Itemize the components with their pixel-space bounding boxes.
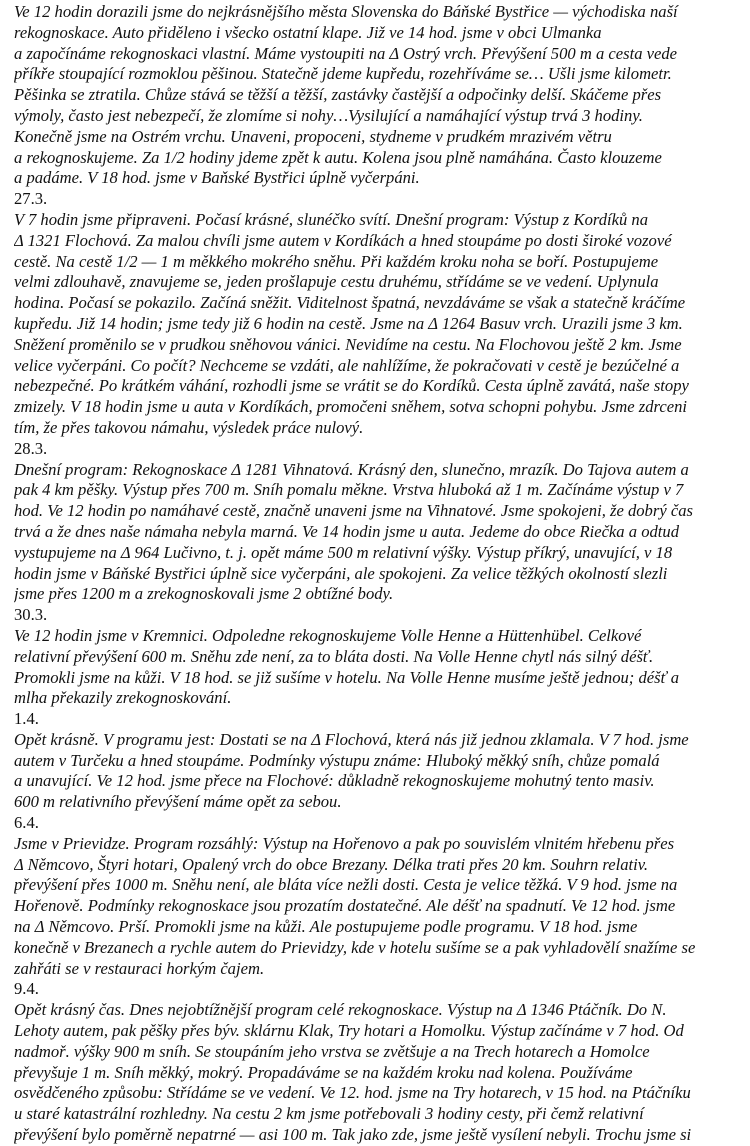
text-line: zahřáti se v restauraci horkým čajem. [14,958,265,978]
text-line: cestě. Na cestě 1/2 — 1 m měkkého mokrého sněhu. Při každém kroku noha se boří. Postupujeme [14,251,659,271]
text-line: Opět krásný čas. Dnes nejobtížnější program celé rekognoskace. Výstup na Δ 1346 Ptáčník. Do N. [14,1000,667,1020]
text-line: 600 m relativního převýšení máme opět za sebou. [14,792,342,812]
text-line: a unavující. Ve 12 hod. jsme přece na Flochové: důkladně rekognoskujeme mohutný tento masiv. [14,771,655,791]
text-line: relativní převýšení 600 m. Sněhu zde není, za to bláta dosti. Na Volle Henne chytl nás silný déšť. [14,646,654,666]
document-page [14,2,742,1146]
date-heading: 6.4. [14,813,39,833]
text-line: hod. Ve 12 hodin po namáhavé cestě, značně unaveni jsme na Vihnatové. Jsme spokojeni, že dobrý čas [14,501,693,521]
text-line: výmoly, často jest nebezpečí, že zlomíme si nohy…Vysilující a namáhající výstup trvá 3 hodiny. [14,105,643,125]
text-line: velmi zdlouhavě, znavujeme se, jeden prošlapuje cestu druhému, střídáme se ve vedení. Uplynula [14,272,659,292]
date-heading: 27.3. [14,189,48,209]
date-heading: 1.4. [14,709,39,729]
text-line: vystupujeme na Δ 964 Lučivno, t. j. opět máme 500 m relativní výšky. Výstup příkrý, unavující, v 18 [14,542,673,562]
text-line: u staré katastrální rozhledny. Na cestu 2 km jsme potřebovali 3 hodiny cesty, při čemž relativní [14,1104,644,1124]
text-line: a padáme. V 18 hod. jsme v Baňské Bystřici úplně vyčerpáni. [14,168,420,188]
text-line: Ve 12 hodin jsme v Kremnici. Odpoledne rekognoskujeme Volle Henne a Hüttenhübel. Celkové [14,625,642,645]
text-line: jsme přes 1200 m a zrekognoskovali jsme 2 obtížné body. [14,584,394,604]
text-line: Lehoty autem, pak pěšky přes býv. sklárnu Klak, Try hotari a Homolku. Výstup začínáme v 7 hod. Od [14,1021,684,1041]
date-heading: 28.3. [14,438,48,458]
text-line: Konečně jsme na Ostrém vrchu. Unaveni, propoceni, stydneme v prudkém mrazivém větru [14,126,612,146]
text-line: Sněžení proměnilo se v prudkou sněhovou vánici. Nevidíme na cestu. Na Flochovou ještě 2 km. Jsme [14,334,682,354]
text-line: příkře stoupající rozmoklou pěšinou. Statečně jdeme kupředu, rozehříváme se… Ušli jsme kilometr. [14,64,672,84]
text-line: Promokli jsme na kůži. V 18 hod. se již sušíme v hotelu. Na Volle Henne musíme ještě jednou; déšť a [14,667,680,687]
text-line: Ve 12 hodin dorazili jsme do nejkrásnějšího města Slovenska do Báňské Bystřice — východiska naší [14,2,678,21]
date-heading: 9.4. [14,979,39,999]
text-line: autem v Turčeku a hned stoupáme. Podmínky výstupu známe: Hluboký měkký sníh, chůze pomalá [14,750,660,770]
text-line: převýšení bylo poměrně nepatrné — asi 100 m. Tak jako zde, jsme ještě vysílení nebyli. Trochu jsme si [14,1125,692,1145]
text-line: Δ Němcovo, Štyri hotari, Opalený vrch do obce Brezany. Délka trati přes 20 km. Souhrn relativ. [14,854,649,874]
text-line: hodin jsme v Báňské Bystřici úplně sice vyčerpáni, ale spokojeni. Za velice těžkých okolností slezli [14,563,668,583]
text-line: Hořenově. Podmínky rekognoskace jsou prozatím dostatečné. Ale déšť na spadnutí. Ve 12 hod. jsme [14,896,676,916]
text-line: a započínáme rekognoskaci vlastní. Máme vystoupiti na Δ Ostrý vrch. Převýšení 500 m a cesta vede [14,43,678,63]
text-line: kupředu. Již 14 hodin; jsme tedy již 6 hodin na cestě. Jsme na Δ 1264 Basuv vrch. Urazili jsme 3 km. [14,313,683,333]
text-line: převyšuje 1 m. Sníh měkký, mokrý. Propadáváme se na každém kroku nad kolena. Používáme [14,1062,633,1082]
text-line: Pěšinka se ztratila. Chůze stává se těžší a těžší, zastávky častější a odpočinky delší. Skáčeme přes [14,85,662,105]
text-line: Jsme v Prievidze. Program rozsáhlý: Výstup na Hořenovo a pak po souvislém vlnitém hřebenu přes [14,833,675,853]
text-line: převýšení přes 1000 m. Sněhu není, ale bláta více nežli dosti. Cesta je velice těžká. V 9 hod. jsme na [14,875,678,895]
text-line: rekognoskace. Auto přiděleno i všecko ostatní klape. Již ve 14 hod. jsme v obci Ulmanka [14,22,602,42]
text-line: trvá a že dnes naše námaha nebyla marná. Ve 14 hodin jsme u auta. Jedeme do obce Riečka a odtud [14,521,679,541]
text-line: a rekognoskujeme. Za 1/2 hodiny jdeme zpět k autu. Kolena jsou plně namáhána. Často klouzeme [14,147,662,167]
text-line: nadmoř. výšky 900 m sníh. Se stoupáním jeho vrstva se zvětšuje a na Trech hotarech a Homolce [14,1041,650,1061]
date-heading: 30.3. [14,605,48,625]
text-line: hodina. Počasí se pokazilo. Začíná sněžit. Viditelnost špatná, nevzdáváme se však a statečně kráčíme [14,293,686,313]
text-line: pak 4 km pěšky. Výstup přes 700 m. Sníh pomalu měkne. Vrstva hluboká až 1 m. Začínáme výstup v 7 [14,480,684,500]
text-line: Dnešní program: Rekognoskace Δ 1281 Vihnatová. Krásný den, slunečno, mrazík. Do Tajova autem a [14,459,689,479]
text-line: zmizely. V 18 hodin jsme u auta v Kordíkách, promočeni sněhem, sotva schopni pohybu. Jsme zdrceni [14,397,688,417]
text-line: V 7 hodin jsme připraveni. Počasí krásné, slunéčko svítí. Dnešní program: Výstup z Kordíků na [14,209,649,229]
text-line: mlha překazily zrekognoskování. [14,688,232,708]
text-line: Δ 1321 Flochová. Za malou chvíli jsme autem v Kordíkách a hned stoupáme po dosti široké vozové [14,230,672,250]
text-line: na Δ Němcovo. Prší. Promokli jsme na kůži. Ale postupujeme podle programu. V 18 hod. jsme [14,917,638,937]
text-line: tím, že přes takovou námahu, výsledek práce nulový. [14,417,364,437]
text-line: osvědčeného způsobu: Střídáme se ve vedení. Ve 12. hod. jsme na Try hotarech, v 15 hod. na Ptáčníku [14,1083,691,1103]
text-line: konečně v Brezanech a rychle autem do Prievidzy, kde v hotelu sušíme se a pak vyhladovělí snažíme se [14,937,696,957]
text-line: velice vyčerpáni. Co počít? Nechceme se vzdáti, ale nahlížíme, že pokračovati v cestě je bezúčelné a [14,355,680,375]
text-line: Opět krásně. V programu jest: Dostati se na Δ Flochová, která nás již jednou zklamala. V 7 hod. jsme [14,729,689,749]
text-line: nebezpečné. Po krátkém váhání, rozhodli jsme se vrátit se do Kordíků. Cesta úplně zavátá, naše stopy [14,376,689,396]
